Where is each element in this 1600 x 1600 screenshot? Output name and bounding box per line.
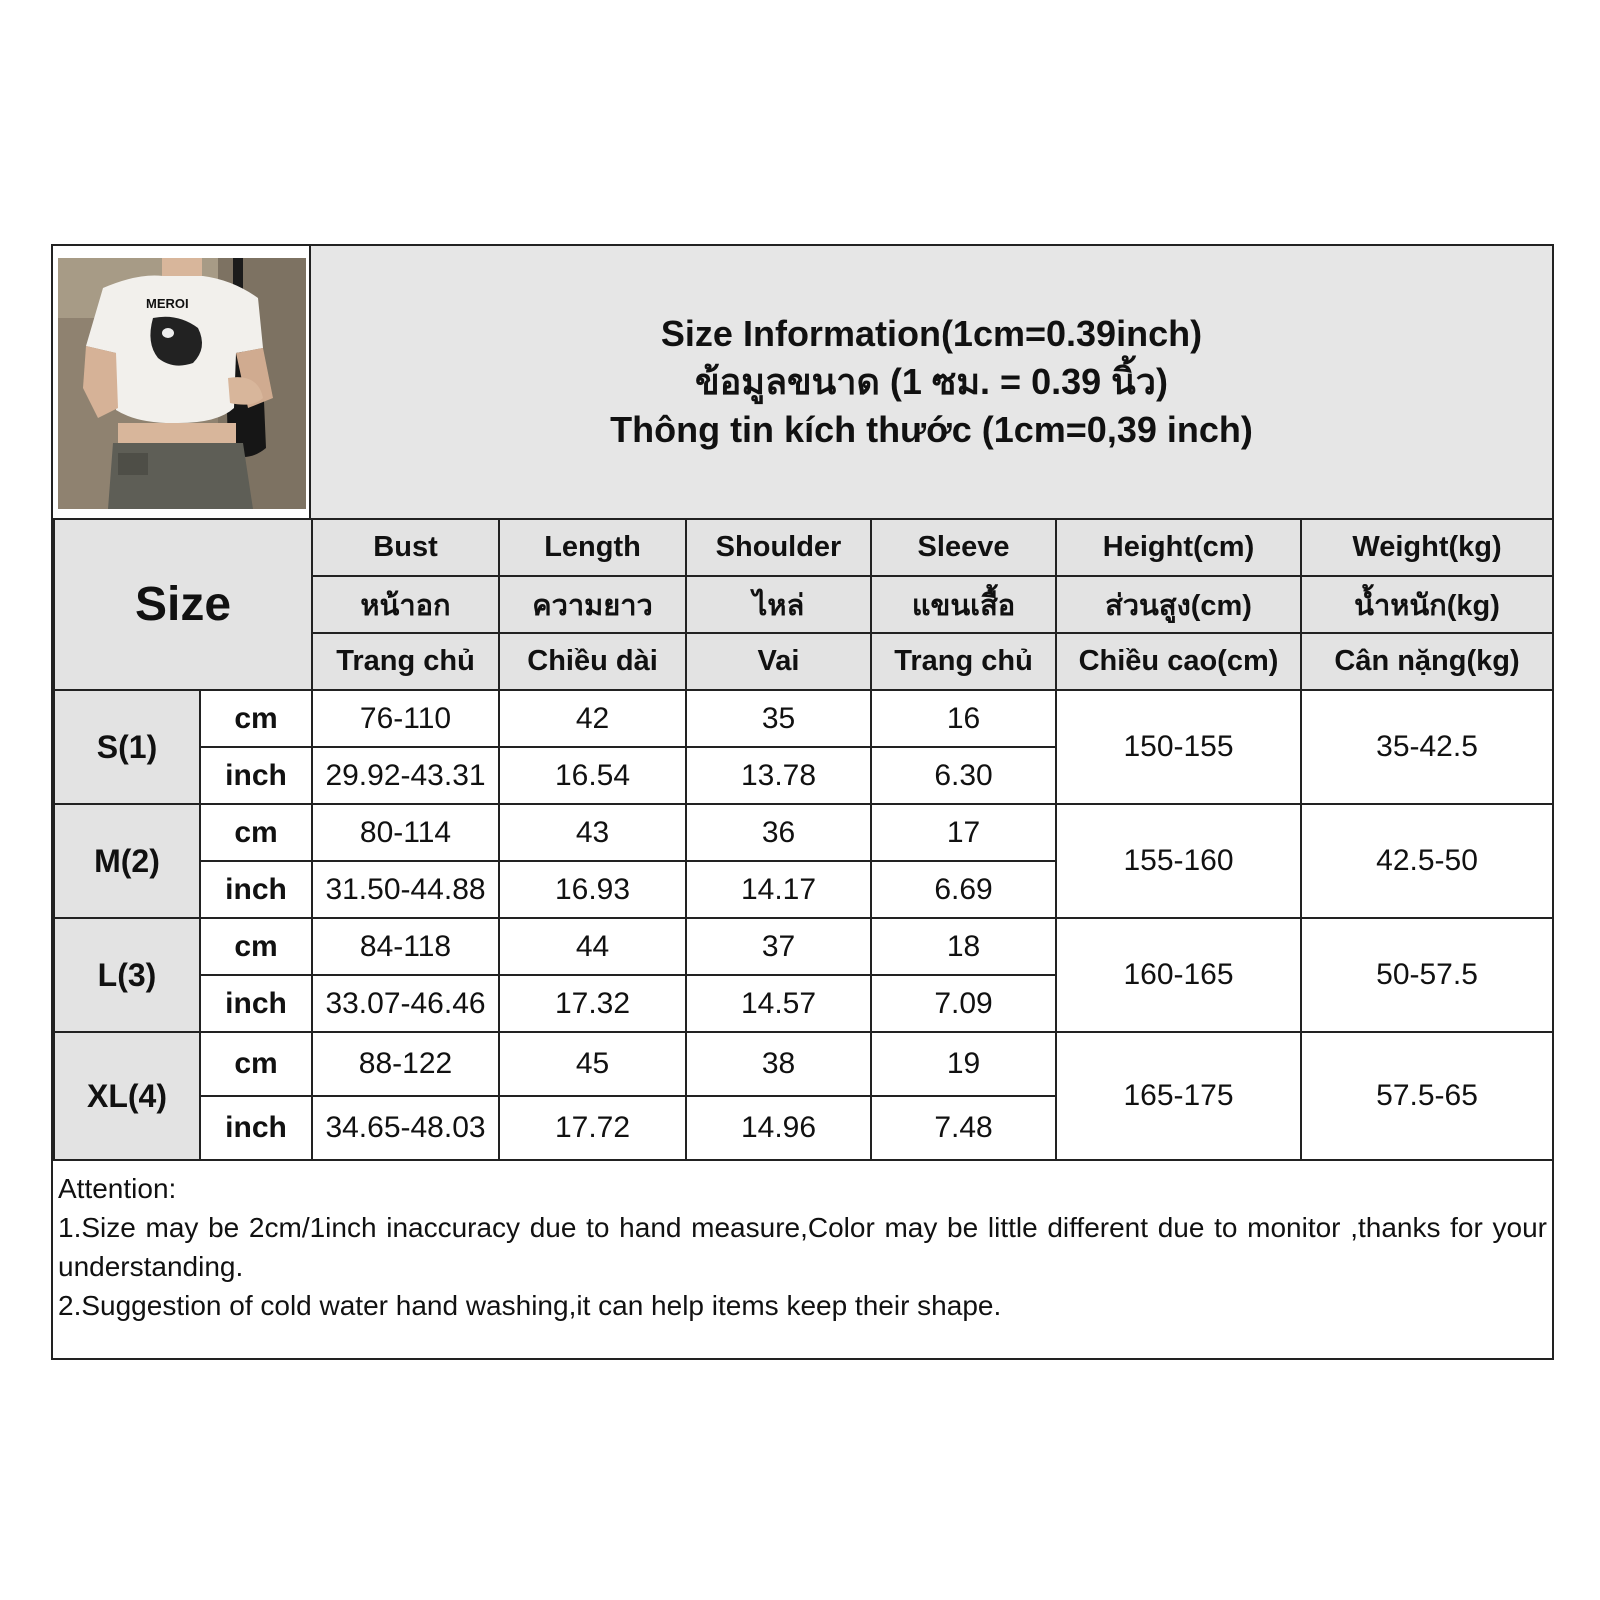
shoulder-cell: 37 bbox=[686, 918, 871, 975]
unit-label: cm bbox=[200, 918, 312, 975]
length-cell: 16.93 bbox=[499, 861, 686, 918]
column-header-bust-vi: Trang chủ bbox=[312, 633, 499, 690]
size-label: S(1) bbox=[54, 690, 200, 804]
column-header-sleeve-vi: Trang chủ bbox=[871, 633, 1056, 690]
sleeve-cell: 6.30 bbox=[871, 747, 1056, 804]
column-header-shoulder-th: ไหล่ bbox=[686, 576, 871, 633]
attention-notes bbox=[53, 1166, 1552, 1325]
unit-label: inch bbox=[200, 747, 312, 804]
column-header-height-th: ส่วนสูง(cm) bbox=[1056, 576, 1301, 633]
shoulder-cell: 38 bbox=[686, 1032, 871, 1096]
length-cell: 17.32 bbox=[499, 975, 686, 1032]
unit-label: cm bbox=[200, 690, 312, 747]
product-photo bbox=[58, 258, 306, 509]
shoulder-cell: 36 bbox=[686, 804, 871, 861]
shoulder-cell: 35 bbox=[686, 690, 871, 747]
bust-cell: 29.92-43.31 bbox=[312, 747, 499, 804]
shoulder-cell: 14.96 bbox=[686, 1096, 871, 1160]
shoulder-cell: 13.78 bbox=[686, 747, 871, 804]
note-item: 2.Suggestion of cold water hand washing,it can help items keep their shape. bbox=[58, 1290, 1002, 1321]
weight-cell: 57.5-65 bbox=[1301, 1032, 1553, 1160]
length-cell: 43 bbox=[499, 804, 686, 861]
bust-cell: 33.07-46.46 bbox=[312, 975, 499, 1032]
column-header-length-en: Length bbox=[499, 519, 686, 576]
height-cell: 160-165 bbox=[1056, 918, 1301, 1032]
sleeve-cell: 16 bbox=[871, 690, 1056, 747]
unit-label: cm bbox=[200, 1032, 312, 1096]
shirt-print-text: MEROI bbox=[146, 296, 189, 311]
column-header-shoulder-vi: Vai bbox=[686, 633, 871, 690]
title-thai: ข้อมูลขนาด (1 ซม. = 0.39 นิ้ว) bbox=[695, 361, 1168, 402]
column-header-sleeve-en: Sleeve bbox=[871, 519, 1056, 576]
notes-heading: Attention: bbox=[58, 1173, 177, 1204]
length-cell: 17.72 bbox=[499, 1096, 686, 1160]
column-header-sleeve-th: แขนเสื้อ bbox=[871, 576, 1056, 633]
column-header-bust-th: หน้าอก bbox=[312, 576, 499, 633]
size-table bbox=[53, 518, 1554, 1161]
unit-label: cm bbox=[200, 804, 312, 861]
size-column-header: Size bbox=[54, 519, 312, 690]
sleeve-cell: 18 bbox=[871, 918, 1056, 975]
bust-cell: 88-122 bbox=[312, 1032, 499, 1096]
size-information-title bbox=[311, 246, 1552, 518]
sleeve-cell: 17 bbox=[871, 804, 1056, 861]
column-header-weight-th: น้ำหนัก(kg) bbox=[1301, 576, 1553, 633]
unit-label: inch bbox=[200, 861, 312, 918]
height-cell: 155-160 bbox=[1056, 804, 1301, 918]
size-label: XL(4) bbox=[54, 1032, 200, 1160]
table-row bbox=[54, 1032, 1553, 1096]
bust-cell: 84-118 bbox=[312, 918, 499, 975]
column-header-length-th: ความยาว bbox=[499, 576, 686, 633]
note-item: 1.Size may be 2cm/1inch inaccuracy due to hand measure,Color may be little different due to monitor ,thanks for your understanding. bbox=[58, 1212, 1547, 1282]
bust-cell: 34.65-48.03 bbox=[312, 1096, 499, 1160]
column-header-weight-en: Weight(kg) bbox=[1301, 519, 1553, 576]
model-wearing-tshirt-image bbox=[58, 258, 306, 509]
product-photo-frame bbox=[53, 246, 311, 518]
unit-label: inch bbox=[200, 1096, 312, 1160]
size-label: L(3) bbox=[54, 918, 200, 1032]
length-cell: 42 bbox=[499, 690, 686, 747]
column-header-bust-en: Bust bbox=[312, 519, 499, 576]
weight-cell: 35-42.5 bbox=[1301, 690, 1553, 804]
table-row bbox=[54, 690, 1553, 747]
unit-label: inch bbox=[200, 975, 312, 1032]
shoulder-cell: 14.57 bbox=[686, 975, 871, 1032]
height-cell: 165-175 bbox=[1056, 1032, 1301, 1160]
weight-cell: 50-57.5 bbox=[1301, 918, 1553, 1032]
column-header-length-vi: Chiều dài bbox=[499, 633, 686, 690]
bust-cell: 80-114 bbox=[312, 804, 499, 861]
bust-cell: 31.50-44.88 bbox=[312, 861, 499, 918]
sleeve-cell: 7.48 bbox=[871, 1096, 1056, 1160]
sleeve-cell: 19 bbox=[871, 1032, 1056, 1096]
size-chart bbox=[51, 244, 1554, 1360]
column-header-height-vi: Chiều cao(cm) bbox=[1056, 633, 1301, 690]
length-cell: 44 bbox=[499, 918, 686, 975]
length-cell: 16.54 bbox=[499, 747, 686, 804]
table-row bbox=[54, 918, 1553, 975]
bust-cell: 76-110 bbox=[312, 690, 499, 747]
column-header-height-en: Height(cm) bbox=[1056, 519, 1301, 576]
size-label: M(2) bbox=[54, 804, 200, 918]
height-cell: 150-155 bbox=[1056, 690, 1301, 804]
sleeve-cell: 6.69 bbox=[871, 861, 1056, 918]
shoulder-cell: 14.17 bbox=[686, 861, 871, 918]
table-row bbox=[54, 804, 1553, 861]
column-header-shoulder-en: Shoulder bbox=[686, 519, 871, 576]
sleeve-cell: 7.09 bbox=[871, 975, 1056, 1032]
title-english: Size Information(1cm=0.39inch) bbox=[660, 313, 1203, 354]
weight-cell: 42.5-50 bbox=[1301, 804, 1553, 918]
length-cell: 45 bbox=[499, 1032, 686, 1096]
title-vietnamese: Thông tin kích thước (1cm=0,39 inch) bbox=[610, 409, 1253, 450]
column-header-weight-vi: Cân nặng(kg) bbox=[1301, 633, 1553, 690]
